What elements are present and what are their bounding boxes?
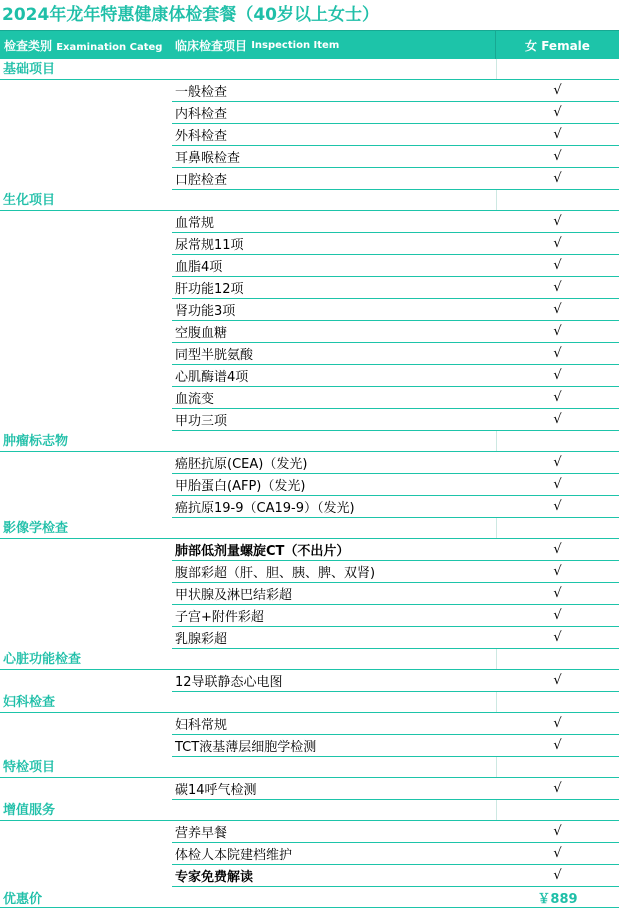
check-mark: √ (496, 233, 619, 255)
category-cell (0, 496, 172, 518)
table-row (0, 821, 619, 843)
table-row (0, 670, 619, 692)
check-mark: √ (496, 124, 619, 146)
item-name: 一般检查 (172, 80, 496, 102)
table-row (0, 168, 619, 190)
table-row (0, 146, 619, 168)
category-cell (0, 627, 172, 649)
header-category (0, 37, 172, 54)
table-row (0, 583, 619, 605)
header-item-en: Inspection Item (251, 39, 340, 51)
item-name: 耳鼻喉检查 (172, 146, 496, 168)
category-label: 生化项目 (3, 193, 56, 208)
table-row (0, 343, 619, 365)
item-name: 专家免费解读 (172, 865, 496, 887)
check-mark: √ (496, 561, 619, 583)
table-row (0, 255, 619, 277)
table-header (0, 30, 619, 59)
check-mark: √ (496, 321, 619, 343)
category-cell (0, 821, 172, 843)
check-mark: √ (496, 843, 619, 865)
check-mark: √ (496, 735, 619, 757)
check-mark: √ (496, 583, 619, 605)
table-row (0, 124, 619, 146)
header-item (172, 31, 496, 59)
check-mark: √ (496, 539, 619, 561)
item-name: 肾功能3项 (172, 299, 496, 321)
category-cell (0, 146, 172, 168)
item-name: 12导联静态心电图 (172, 670, 496, 692)
column-divider (496, 59, 497, 79)
check-mark: √ (496, 146, 619, 168)
check-mark: √ (496, 474, 619, 496)
item-name: 血脂4项 (172, 255, 496, 277)
item-name: 口腔检查 (172, 168, 496, 190)
table-row (0, 387, 619, 409)
check-mark: √ (496, 409, 619, 431)
table-row (0, 474, 619, 496)
check-mark: √ (496, 605, 619, 627)
check-mark: √ (496, 778, 619, 800)
category-cell (0, 211, 172, 233)
table-row (0, 627, 619, 649)
category-cell (0, 365, 172, 387)
check-mark: √ (496, 670, 619, 692)
item-name: 尿常规11项 (172, 233, 496, 255)
check-mark: √ (496, 365, 619, 387)
category-cell (0, 561, 172, 583)
category-row (0, 431, 619, 452)
category-row (0, 518, 619, 539)
item-name: 腹部彩超（肝、胆、胰、脾、双肾) (172, 561, 496, 583)
item-name: 甲胎蛋白(AFP)（发光) (172, 474, 496, 496)
item-name: 癌胚抗原(CEA)（发光) (172, 452, 496, 474)
table-row (0, 409, 619, 431)
check-mark: √ (496, 102, 619, 124)
check-mark: √ (496, 387, 619, 409)
category-cell (0, 277, 172, 299)
category-cell (0, 343, 172, 365)
category-cell (0, 670, 172, 692)
item-name: 内科检查 (172, 102, 496, 124)
category-cell (0, 843, 172, 865)
category-cell (0, 735, 172, 757)
item-name: 同型半胱氨酸 (172, 343, 496, 365)
category-row (0, 692, 619, 713)
page-title: 2024年龙年特惠健康体检套餐（40岁以上女士） (2, 5, 379, 25)
check-mark: √ (496, 299, 619, 321)
category-cell (0, 539, 172, 561)
price-label: 优惠价 (3, 891, 43, 907)
header-category-en: Examination Categ (56, 41, 163, 53)
table-row (0, 843, 619, 865)
check-mark: √ (496, 496, 619, 518)
category-cell (0, 80, 172, 102)
category-cell (0, 452, 172, 474)
check-mark: √ (496, 255, 619, 277)
table-row (0, 778, 619, 800)
table-row (0, 452, 619, 474)
category-row (0, 59, 619, 80)
item-name: 肝功能12项 (172, 277, 496, 299)
table-row (0, 539, 619, 561)
category-label: 特检项目 (3, 760, 56, 775)
category-label: 影像学检查 (3, 521, 69, 536)
category-label: 增值服务 (3, 803, 56, 818)
item-name: 营养早餐 (172, 821, 496, 843)
item-name: 子宫+附件彩超 (172, 605, 496, 627)
check-mark: √ (496, 277, 619, 299)
category-row (0, 649, 619, 670)
category-cell (0, 255, 172, 277)
column-divider (496, 692, 497, 712)
table-row (0, 211, 619, 233)
category-cell (0, 409, 172, 431)
check-mark: √ (496, 627, 619, 649)
item-name: 血常规 (172, 211, 496, 233)
table-row (0, 713, 619, 735)
price-value: ￥889 (537, 891, 578, 907)
check-mark: √ (496, 168, 619, 190)
column-divider (496, 518, 497, 538)
check-mark: √ (496, 80, 619, 102)
column-divider (496, 649, 497, 669)
table-row (0, 233, 619, 255)
category-label: 妇科检查 (3, 695, 56, 710)
table-row (0, 496, 619, 518)
column-divider (496, 800, 497, 820)
item-name: 肺部低剂量螺旋CT（不出片） (172, 539, 496, 561)
category-cell (0, 474, 172, 496)
category-cell (0, 583, 172, 605)
item-name: 妇科常规 (172, 713, 496, 735)
category-cell (0, 102, 172, 124)
category-cell (0, 778, 172, 800)
category-cell (0, 299, 172, 321)
item-name: 乳腺彩超 (172, 627, 496, 649)
item-name: 血流变 (172, 387, 496, 409)
price-row (0, 887, 619, 908)
check-mark: √ (496, 713, 619, 735)
column-divider (496, 431, 497, 451)
category-label: 肿瘤标志物 (3, 434, 69, 449)
category-label: 心脏功能检查 (3, 652, 82, 667)
table-row (0, 735, 619, 757)
category-cell (0, 321, 172, 343)
item-name: 碳14呼气检测 (172, 778, 496, 800)
category-row (0, 757, 619, 778)
column-divider (496, 757, 497, 777)
item-name: 甲功三项 (172, 409, 496, 431)
item-name: TCT液基薄层细胞学检测 (172, 735, 496, 757)
table-row (0, 321, 619, 343)
category-cell (0, 168, 172, 190)
category-cell (0, 605, 172, 627)
table-row (0, 865, 619, 887)
check-mark: √ (496, 865, 619, 887)
category-row (0, 190, 619, 211)
item-name: 癌抗原19-9（CA19-9）（发光) (172, 496, 496, 518)
category-cell (0, 713, 172, 735)
check-mark: √ (496, 343, 619, 365)
header-item-cn: 临床检查项目 (175, 38, 248, 53)
table-row (0, 102, 619, 124)
category-cell (0, 387, 172, 409)
check-mark: √ (496, 211, 619, 233)
category-cell (0, 124, 172, 146)
table-row (0, 605, 619, 627)
table-row (0, 561, 619, 583)
header-category-cn: 检查类别 (4, 38, 53, 53)
category-row (0, 800, 619, 821)
item-name: 体检人本院建档维护 (172, 843, 496, 865)
table-row (0, 299, 619, 321)
item-name: 心肌酶谱4项 (172, 365, 496, 387)
table-row (0, 365, 619, 387)
category-cell (0, 865, 172, 887)
item-name: 空腹血糖 (172, 321, 496, 343)
table-body (0, 59, 619, 887)
header-female: 女 Female (525, 38, 590, 53)
category-cell (0, 233, 172, 255)
column-divider (496, 190, 497, 210)
table-row (0, 277, 619, 299)
category-label: 基础项目 (3, 62, 56, 77)
check-mark: √ (496, 452, 619, 474)
check-mark: √ (496, 821, 619, 843)
item-name: 甲状腺及淋巴结彩超 (172, 583, 496, 605)
table-row (0, 80, 619, 102)
item-name: 外科检查 (172, 124, 496, 146)
